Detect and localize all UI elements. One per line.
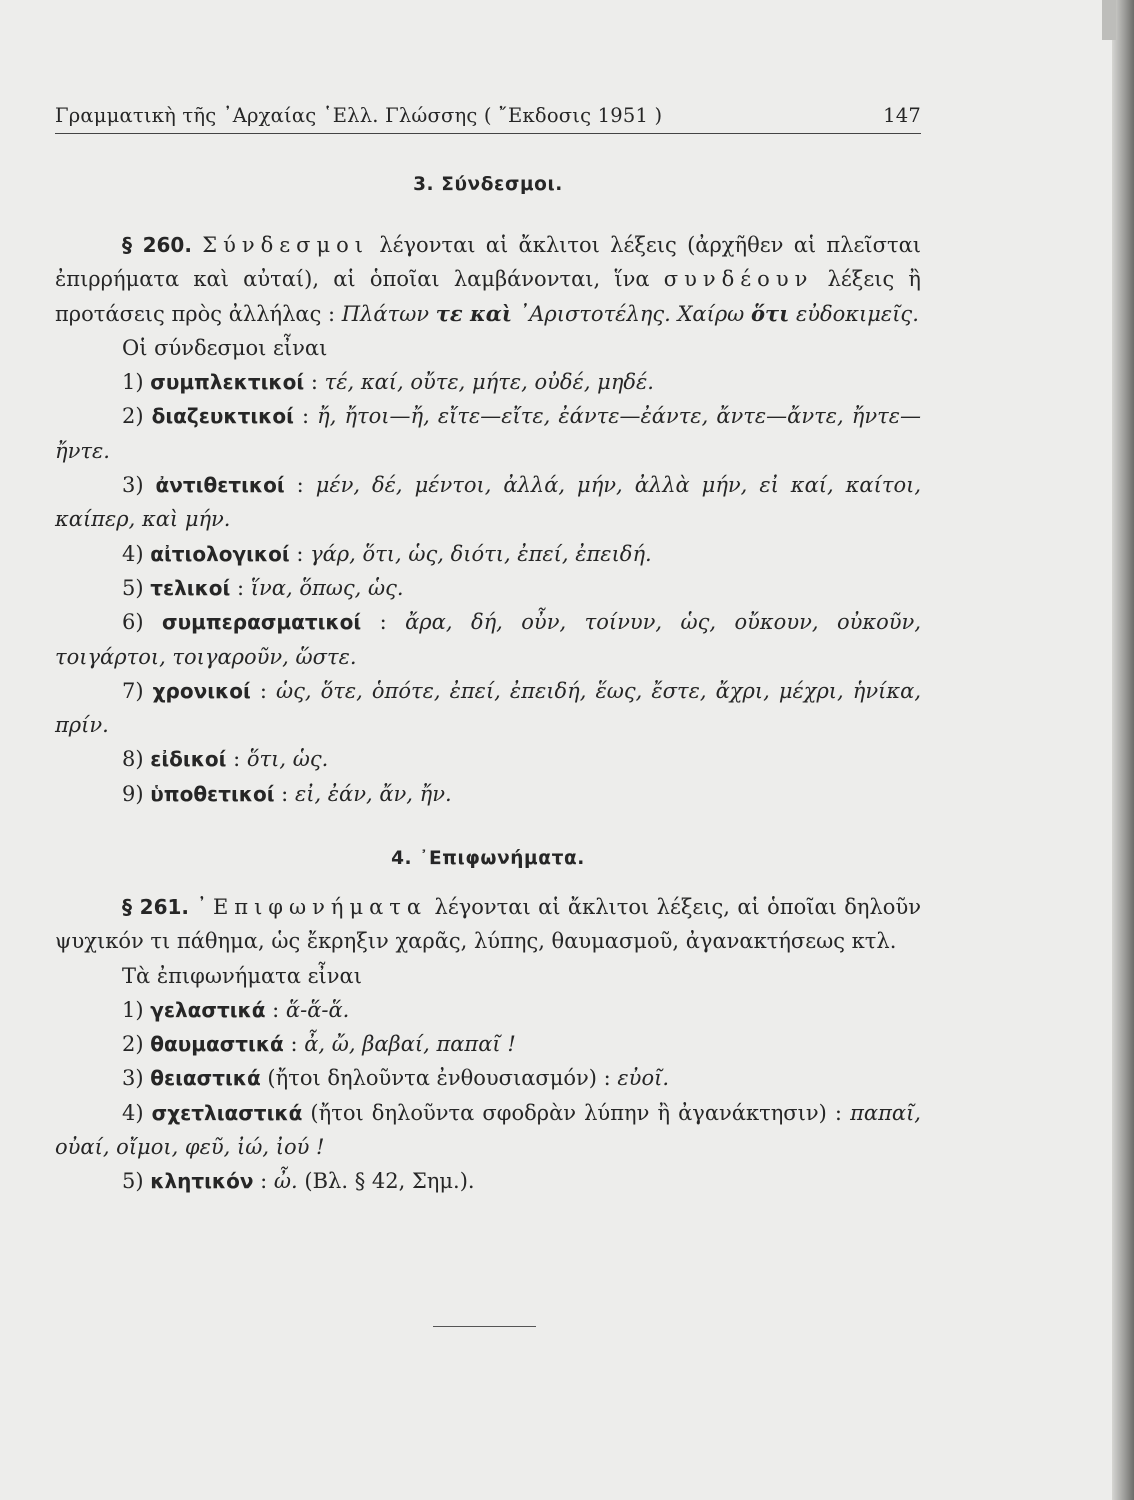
- item-term: τελικοί: [150, 575, 231, 600]
- paragraph-text: λέγονται αἱ ἄκλιτοι λέξεις (ἀρχῆθεν αἱ πλεῖσται ἐπιρρήματα καὶ αὐταί), αἱ ὁποῖαι λαμβάνονται, ἵνα: [55, 233, 921, 292]
- list-item: [55, 605, 921, 674]
- item-term: εἰδικοί: [150, 747, 227, 772]
- interjection-list: [55, 993, 921, 1199]
- list-item: [55, 1164, 921, 1198]
- item-term: κλητικόν: [150, 1169, 254, 1194]
- item-number: 1): [122, 997, 144, 1022]
- section-title-conjunctions: 3. Σύνδεσμοι.: [413, 174, 563, 195]
- item-number: 3): [122, 473, 144, 498]
- item-term: διαζευκτικοί: [151, 404, 294, 429]
- running-title: Γραμματικὴ τῆς ᾿Αρχαίας ῾Ελλ. Γλώσσης ( ῎Εκδοσις 1951 ): [55, 104, 663, 127]
- section-number: § 260.: [122, 233, 192, 257]
- item-separator: :: [284, 473, 316, 498]
- book-page: [55, 0, 925, 1500]
- item-number: 5): [122, 1169, 144, 1194]
- page-number: 147: [883, 104, 921, 127]
- list-item: [55, 537, 921, 571]
- list-item: [55, 1061, 921, 1095]
- paragraph-260: [55, 228, 921, 331]
- section-number: § 261.: [122, 895, 190, 919]
- item-examples: ἅ-ἅ-ἅ.: [285, 997, 350, 1022]
- example-text: Πλάτων: [341, 301, 436, 326]
- page-corner: [1102, 0, 1116, 40]
- item-examples: ὡς, ὅτε, ὁπότε, ἐπεί, ἐπειδή, ἕως, ἔστε, ἄχρι, μέχρι, ἡνίκα, πρίν.: [55, 678, 921, 738]
- spaced-term: Σύνδεσμοι: [202, 233, 370, 257]
- item-number: 4): [122, 541, 144, 566]
- item-note: :: [253, 1169, 274, 1194]
- item-term: συμπλεκτικοί: [150, 370, 305, 395]
- list-item: [55, 468, 921, 537]
- item-separator: :: [226, 747, 247, 772]
- item-reference: (Βλ. § 42, Σημ.).: [297, 1169, 475, 1194]
- item-separator: :: [274, 781, 295, 806]
- conjunction-list: [55, 365, 921, 811]
- list-item: [55, 571, 921, 605]
- item-term: συμπερασματικοί: [162, 610, 362, 635]
- spaced-verb: συνδέουν: [663, 267, 814, 292]
- item-number: 7): [122, 678, 144, 703]
- item-separator: :: [250, 678, 276, 703]
- item-separator: :: [293, 404, 318, 429]
- item-examples: ἄρα, δή, οὖν, τοίνυν, ὡς, οὔκουν, οὐκοῦν, τοιγάρτοι, τοιγαροῦν, ὥστε.: [55, 610, 921, 669]
- list-item: [55, 1027, 921, 1061]
- section-title-interjections: 4. ᾿Επιφωνήματα.: [391, 848, 585, 869]
- list-intro: Οἱ σύνδεσμοι εἶναι: [122, 335, 328, 360]
- example-text: ᾿Αριστοτέλης. Χαίρω: [512, 301, 751, 326]
- item-number: 2): [122, 404, 144, 429]
- section-260-body: [55, 228, 921, 811]
- list-item: [55, 777, 921, 811]
- end-rule: [433, 1326, 536, 1327]
- item-note: (ἤτοι δηλοῦντα σφοδρὰν λύπην ἢ ἀγανάκτησιν) :: [302, 1100, 851, 1125]
- running-header: [55, 104, 921, 134]
- item-term: αἰτιολογικοί: [150, 541, 290, 566]
- item-note: :: [265, 997, 286, 1022]
- item-number: 6): [122, 610, 144, 635]
- item-term: θαυμαστικά: [150, 1032, 284, 1057]
- item-examples: εὐοῖ.: [617, 1066, 669, 1091]
- item-examples: ἤ, ἤτοι—ἤ, εἴτε—εἴτε, ἐάντε—ἐάντε, ἄντε—ἄντε, ἤντε—ἤντε.: [55, 404, 921, 463]
- example-emphasis: τε καὶ: [435, 300, 513, 326]
- list-item: [55, 742, 921, 776]
- list-intro: Τὰ ἐπιφωνήματα εἶναι: [122, 963, 362, 988]
- item-term: γελαστικά: [150, 997, 266, 1022]
- item-term: ἀντιθετικοί: [155, 473, 285, 498]
- item-examples: μέν, δέ, μέντοι, ἀλλά, μήν, ἀλλὰ μήν, εἰ καί, καίτοι, καίπερ, καὶ μήν.: [55, 473, 921, 532]
- item-examples: τέ, καί, οὔτε, μήτε, οὐδέ, μηδέ.: [324, 370, 654, 395]
- item-number: 1): [122, 370, 144, 395]
- item-number: 8): [122, 747, 144, 772]
- item-examples: ὦ.: [273, 1169, 298, 1194]
- item-examples: ἆ, ὤ, βαβαί, παπαῖ !: [304, 1032, 516, 1057]
- item-number: 9): [122, 781, 144, 806]
- item-separator: :: [289, 541, 311, 566]
- list-item: [55, 993, 921, 1027]
- spaced-term: ᾿Επιφωνήματα: [196, 895, 428, 919]
- item-number: 3): [122, 1066, 144, 1091]
- item-separator: :: [361, 610, 406, 635]
- item-term: χρονικοί: [152, 678, 251, 703]
- list-item: [55, 1096, 921, 1165]
- item-separator: :: [230, 575, 251, 600]
- item-examples: ὅτι, ὡς.: [246, 747, 329, 772]
- item-separator: :: [304, 370, 325, 395]
- item-examples: εἰ, ἐάν, ἄν, ἤν.: [294, 781, 452, 806]
- example-emphasis: ὅτι: [750, 300, 790, 326]
- list-item: [55, 365, 921, 399]
- item-number: 2): [122, 1032, 144, 1057]
- item-examples: ἵνα, ὅπως, ὡς.: [250, 575, 404, 600]
- example-text: εὐδοκιμεῖς.: [789, 301, 919, 326]
- item-number: 4): [122, 1100, 144, 1125]
- item-term: θειαστικά: [150, 1066, 261, 1091]
- list-item: [55, 399, 921, 468]
- paragraph-text: λέγονται αἱ ἄκλιτοι λέξεις, αἱ ὁποῖαι δηλοῦν ψυχικόν τι πάθημα, ὡς ἔκρηξιν χαρᾶς, λύπης, θαυμασμοῦ, ἀγανακτήσεως κτλ.: [55, 895, 921, 954]
- list-item: [55, 674, 921, 743]
- paragraph-text: λέξεις ἢ προτάσεις πρὸς ἀλλήλας :: [55, 267, 922, 326]
- item-term: ὑποθετικοί: [150, 781, 275, 806]
- item-examples: γάρ, ὅτι, ὡς, διότι, ἐπεί, ἐπειδή.: [310, 541, 652, 566]
- section-261-body: [55, 890, 921, 1199]
- item-term: σχετλιαστικά: [151, 1100, 303, 1125]
- item-note: :: [283, 1032, 305, 1057]
- item-examples: παπαῖ, οὐαί, οἴμοι, φεῦ, ἰώ, ἰού !: [55, 1100, 921, 1160]
- page-edge-shadow: [1112, 0, 1134, 1500]
- item-note: (ἤτοι δηλοῦντα ἐνθουσιασμόν) :: [260, 1066, 618, 1091]
- item-number: 5): [122, 575, 144, 600]
- paragraph-261: [55, 890, 921, 959]
